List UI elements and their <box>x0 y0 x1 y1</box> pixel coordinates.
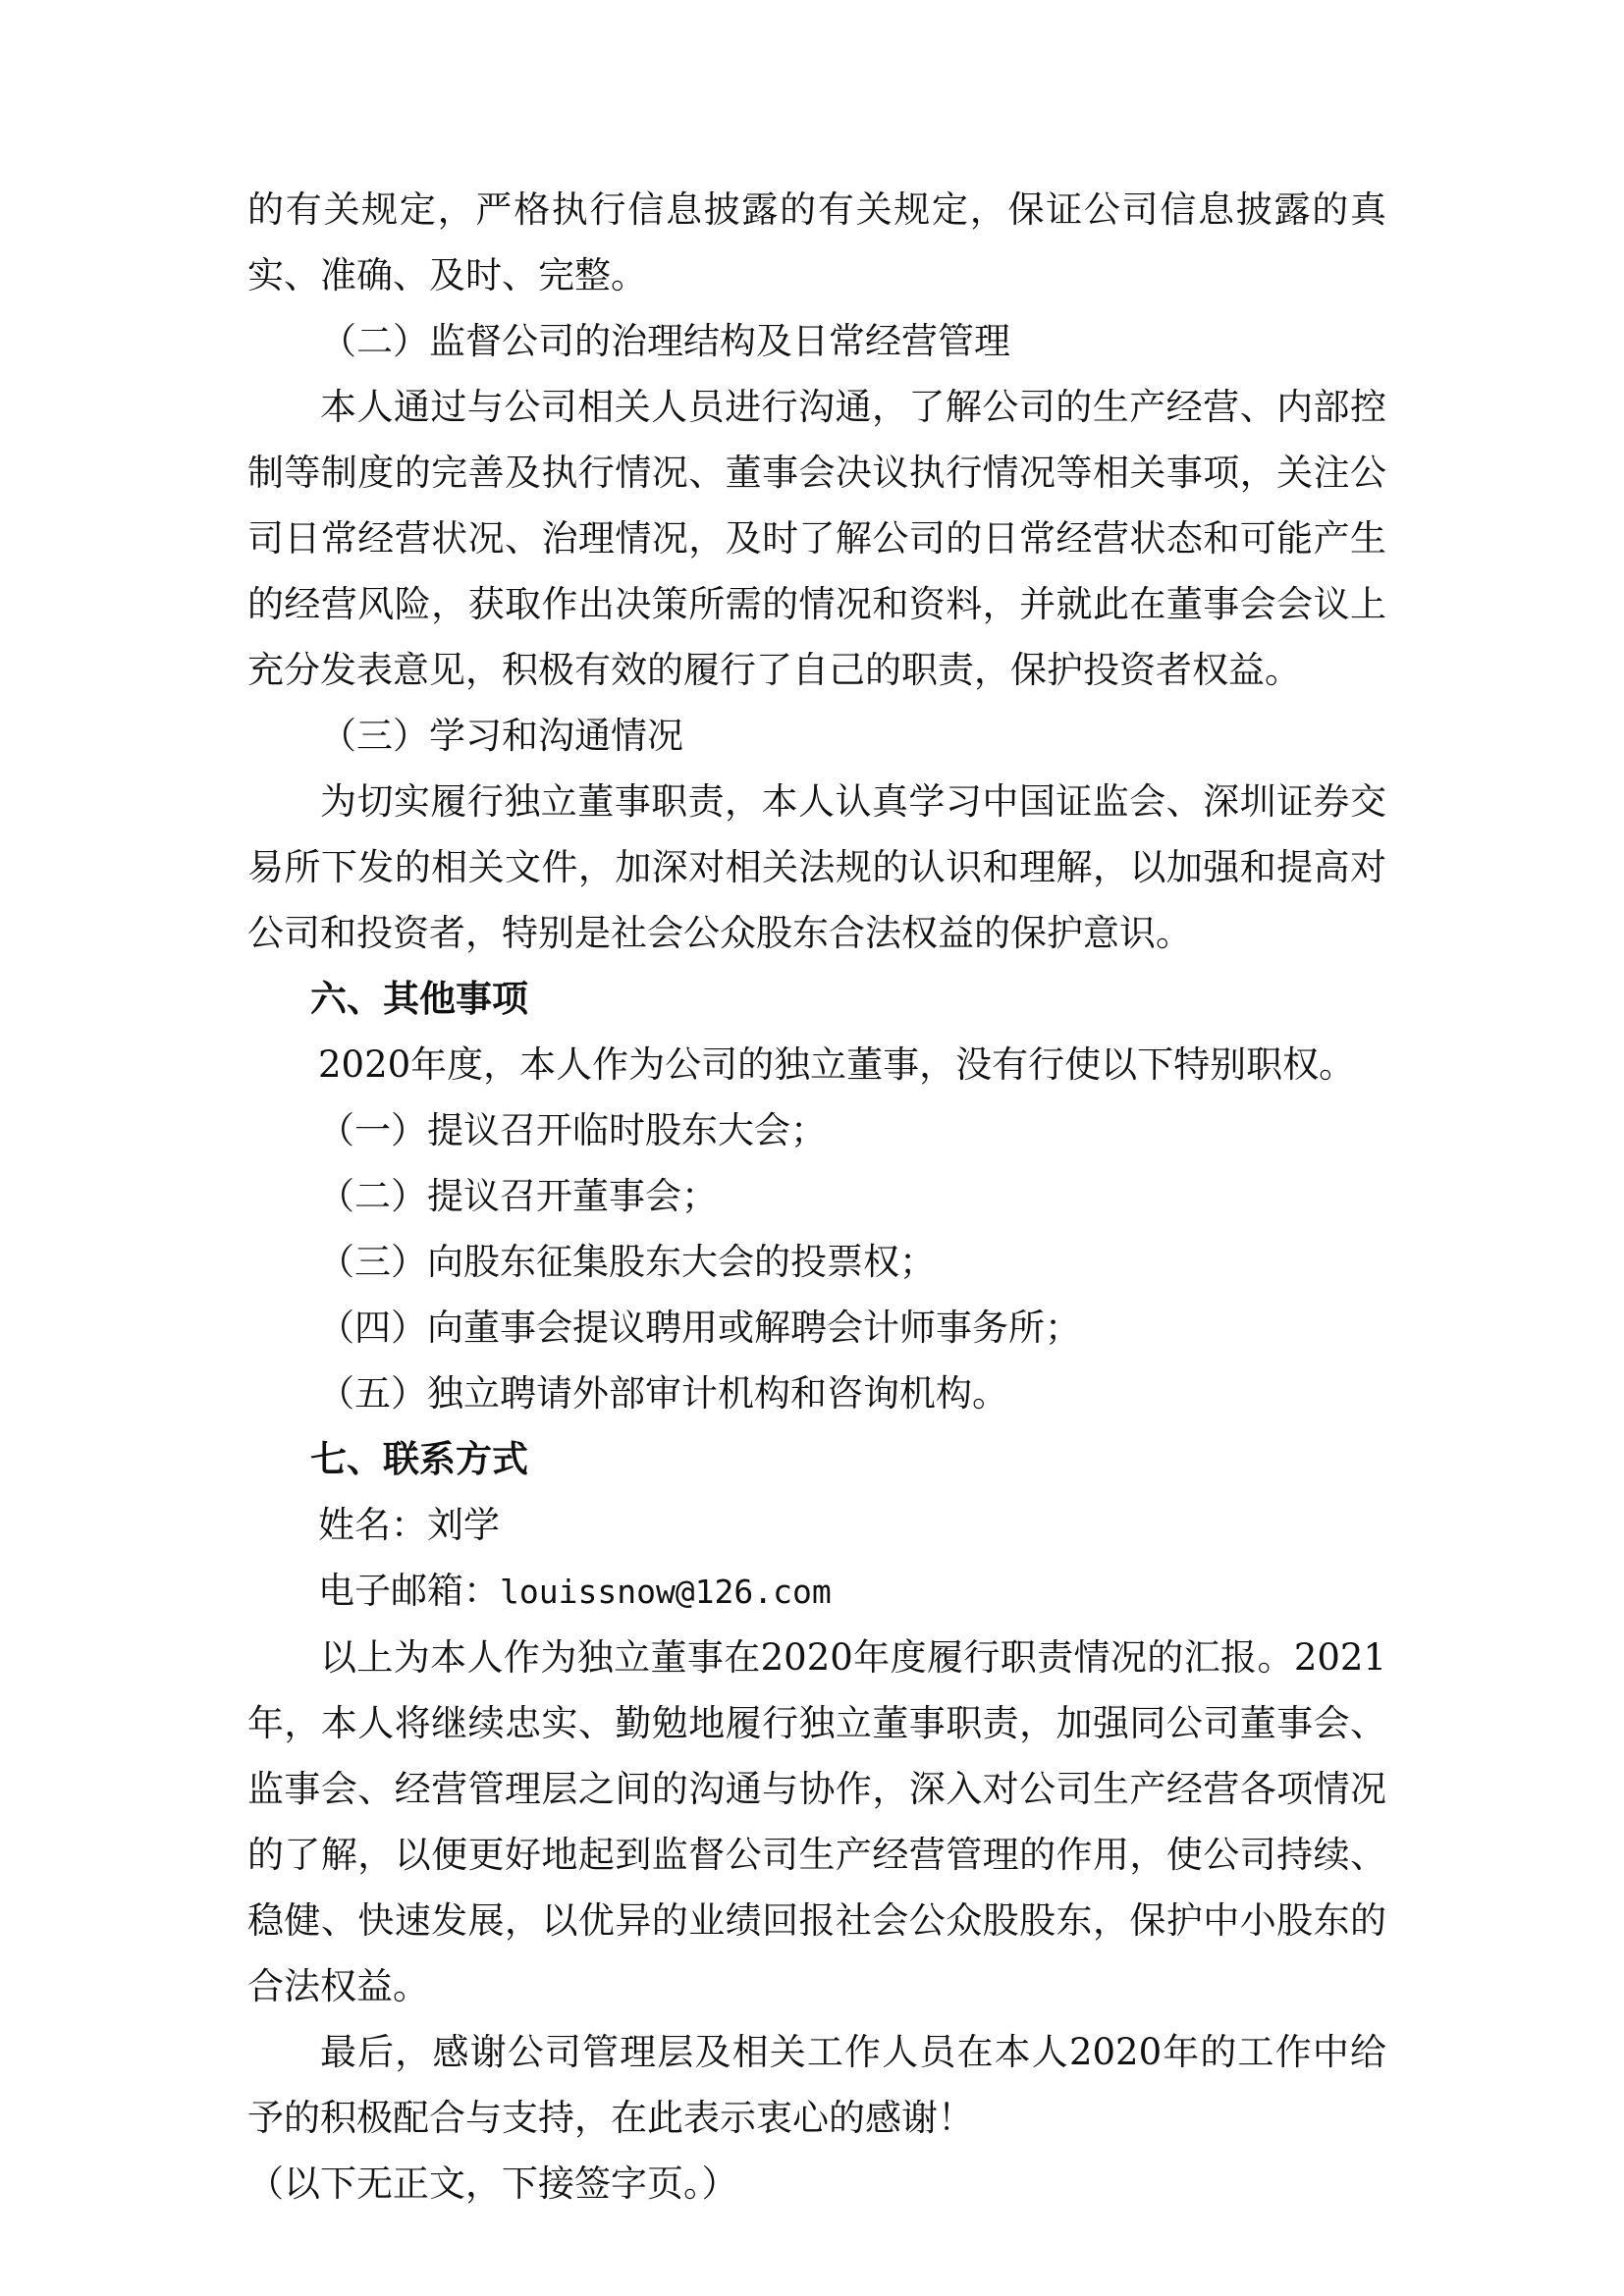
subsection-title-supervision: （二）监督公司的治理结构及日常经营管理 <box>320 320 1010 362</box>
subsection-body-learning: 为切实履行独立董事职责，本人认真学习中国证监会、深圳证券交易所下发的相关文件，加深对相关法规的认识和理解，以加强和提高对公司和投资者，特别是社会公众股东合法权益的保护意识。 <box>247 780 1386 954</box>
section-title-contact: 七、联系方式 <box>310 1438 528 1480</box>
subsection-body-supervision: 本人通过与公司相关人员进行沟通，了解公司的生产经营、内部控制等制度的完善及执行情况、董事会决议执行情况等相关事项，关注公司日常经营状况、治理情况，及时了解公司的日常经营状态和可能产生的经营风险，获取作出决策所需的情况和资料，并就此在董事会会议上充分发表意见，积极有效的履行了自己的职责，保护投资者权益。 <box>247 386 1386 691</box>
closing-thanks-paragraph: 最后，感谢公司管理层及相关工作人员在本人2020年的工作中给予的积极配合与支持，在此表示衷心的感谢！ <box>247 2031 1386 2139</box>
contact-email-line <box>247 1558 1386 1625</box>
contact-name-line <box>247 1492 1386 1558</box>
contact-name: 刘学 <box>427 1504 500 1546</box>
section-title-other-matters: 六、其他事项 <box>310 978 528 1020</box>
subsection-title-learning: （三）学习和沟通情况 <box>320 715 683 757</box>
continuation-paragraph: 的有关规定，严格执行信息披露的有关规定，保证公司信息披露的真实、准确、及时、完整。 <box>247 188 1386 296</box>
list-item: （一）提议召开临时股东大会； <box>318 1109 827 1151</box>
list-item: （四）向董事会提议聘用或解聘会计师事务所； <box>318 1307 1081 1349</box>
contact-name-label: 姓名： <box>318 1504 427 1546</box>
contact-email-label: 电子邮箱： <box>318 1570 500 1612</box>
contact-email: louissnow@126.com <box>500 1573 832 1611</box>
list-item: （三）向股东征集股东大会的投票权； <box>318 1241 936 1283</box>
list-item: （五）独立聘请外部审计机构和咨询机构。 <box>318 1372 1008 1415</box>
list-item: （二）提议召开董事会； <box>318 1175 718 1217</box>
section-intro-other-matters: 2020年度，本人作为公司的独立董事，没有行使以下特别职权。 <box>318 1043 1356 1086</box>
document-body <box>247 177 1386 2216</box>
end-note: （以下无正文，下接签字页。） <box>247 2163 738 2205</box>
closing-summary-paragraph: 以上为本人作为独立董事在2020年度履行职责情况的汇报。2021年，本人将继续忠实、勤勉地履行独立董事职责，加强同公司董事会、监事会、经营管理层之间的沟通与协作，深入对公司生产经营各项情况的了解，以便更好地起到监督公司生产经营管理的作用，使公司持续、稳健、快速发展，以优异的业绩回报社会公众股股东，保护中小股东的合法权益。 <box>247 1636 1386 2007</box>
